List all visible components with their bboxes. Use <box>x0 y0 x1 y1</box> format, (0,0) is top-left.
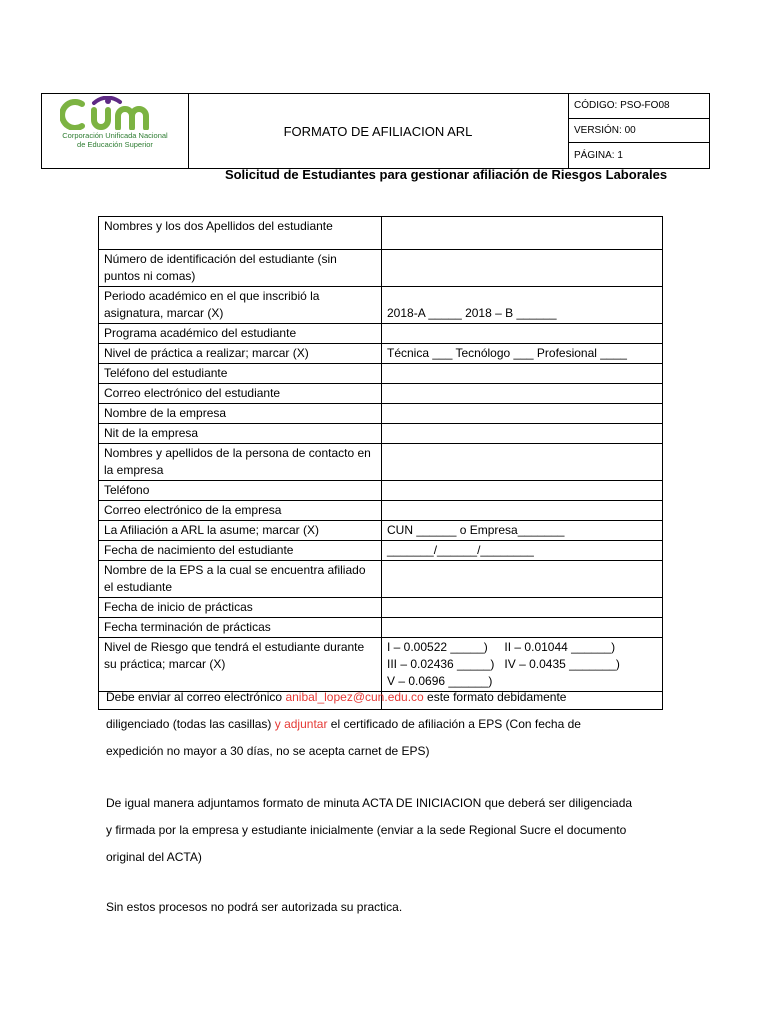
form-row <box>99 618 663 638</box>
form-row-value[interactable] <box>382 324 663 344</box>
pagina-field: PÁGINA: 1 <box>574 150 623 162</box>
form-row-label: Nombre de la EPS a la cual se encuentra afiliado el estudiante <box>99 561 382 598</box>
paragraph-1-line-2 <box>106 711 686 738</box>
form-row-value[interactable] <box>382 404 663 424</box>
form-row <box>99 521 663 541</box>
codigo-field: CÓDIGO: PSO-FO08 <box>569 94 710 119</box>
risk-level-option-line: III – 0.02436 _____) IV – 0.0435 _______) <box>387 657 620 671</box>
form-row <box>99 404 663 424</box>
form-row-value[interactable] <box>382 481 663 501</box>
logo-caption-line-2: de Educación Superior <box>77 140 153 149</box>
form-row-label: Correo electrónico de la empresa <box>99 501 382 521</box>
form-row-value[interactable] <box>382 384 663 404</box>
form-row <box>99 217 663 250</box>
form-row-label: Fecha terminación de prácticas <box>99 618 382 638</box>
form-row-value[interactable] <box>382 364 663 384</box>
text-segment: diligenciado (todas las casillas) <box>106 717 275 731</box>
form-row <box>99 561 663 598</box>
risk-level-option-line: V – 0.0696 ______) <box>387 674 493 688</box>
form-row-label: Nombres y apellidos de la persona de contacto en la empresa <box>99 444 382 481</box>
form-row-label: Nombres y los dos Apellidos del estudiante <box>99 217 382 250</box>
form-row-label: Fecha de nacimiento del estudiante <box>99 541 382 561</box>
form-row-label: Periodo académico en el que inscribió la asignatura, marcar (X) <box>99 287 382 324</box>
contact-email-link[interactable]: anibal_lopez@cun.edu.co <box>285 690 424 704</box>
form-row <box>99 444 663 481</box>
form-row-value[interactable]: Técnica ___ Tecnólogo ___ Profesional ____ <box>382 344 663 364</box>
version-field: VERSIÓN: 00 <box>569 119 710 144</box>
text-segment: Debe enviar al correo electrónico <box>106 690 286 704</box>
form-row-value[interactable] <box>382 501 663 521</box>
form-row-value[interactable] <box>382 444 663 481</box>
form-row <box>99 501 663 521</box>
paragraph-2-line-1: De igual manera adjuntamos formato de minuta ACTA DE INICIACION que deberá ser diligenciada <box>106 796 633 810</box>
instructions-paragraph-2 <box>106 790 686 871</box>
form-row-value[interactable] <box>382 598 663 618</box>
paragraph-2-line-3: original del ACTA) <box>106 850 202 864</box>
document-title: FORMATO DE AFILIACION ARL <box>188 94 569 168</box>
highlight-text: y adjuntar <box>274 717 328 731</box>
form-row <box>99 287 663 324</box>
form-row-value[interactable]: CUN ______ o Empresa_______ <box>382 521 663 541</box>
document-header <box>41 93 710 169</box>
form-row-value[interactable] <box>382 250 663 287</box>
paragraph-2-line-2: y firmada por la empresa y estudiante inicialmente (enviar a la sede Regional Sucre el documento <box>106 823 627 837</box>
form-row <box>99 424 663 444</box>
form-row-label: Programa académico del estudiante <box>99 324 382 344</box>
closing-note: Sin estos procesos no podrá ser autorizada su practica. <box>106 900 403 914</box>
form-row <box>99 324 663 344</box>
form-row-label: Correo electrónico del estudiante <box>99 384 382 404</box>
form-row-label: Nombre de la empresa <box>99 404 382 424</box>
form-row-value[interactable] <box>382 561 663 598</box>
text-segment: este formato debidamente <box>423 690 567 704</box>
logo-cell <box>42 94 189 168</box>
form-row-value[interactable] <box>382 217 663 250</box>
form-row <box>99 598 663 618</box>
form-row-value[interactable]: 2018-A _____ 2018 – B ______ <box>382 287 663 324</box>
logo-caption <box>50 131 180 149</box>
form-row-value[interactable]: _______/______/________ <box>382 541 663 561</box>
form-row <box>99 384 663 404</box>
risk-level-option-line: I – 0.00522 _____) II – 0.01044 ______) <box>387 640 616 654</box>
form-row-label: Teléfono del estudiante <box>99 364 382 384</box>
form-row-label: Teléfono <box>99 481 382 501</box>
logo-caption-line-1: Corporación Unificada Nacional <box>62 131 168 140</box>
form-row-label: Número de identificación del estudiante (sin puntos ni comas) <box>99 250 382 287</box>
form-row-label: Nit de la empresa <box>99 424 382 444</box>
affiliation-form-table <box>98 216 663 710</box>
document-meta <box>569 94 710 168</box>
text-segment: el certificado de afiliación a EPS (Con fecha de <box>327 717 581 731</box>
paragraph-1-line-1 <box>106 684 686 711</box>
instructions-paragraph-1 <box>106 684 686 765</box>
form-row-label: La Afiliación a ARL la asume; marcar (X) <box>99 521 382 541</box>
cun-logo <box>60 96 170 130</box>
document-subtitle: Solicitud de Estudiantes para gestionar afiliación de Riesgos Laborales <box>224 167 668 182</box>
form-row <box>99 344 663 364</box>
form-row-value[interactable] <box>382 618 663 638</box>
form-row <box>99 541 663 561</box>
form-row <box>99 364 663 384</box>
paragraph-1-line-3: expedición no mayor a 30 días, no se acepta carnet de EPS) <box>106 744 430 758</box>
form-row-label: Nivel de práctica a realizar; marcar (X) <box>99 344 382 364</box>
form-row-label: Nivel de Riesgo que tendrá el estudiante durante su práctica; marcar (X) <box>99 638 382 692</box>
form-row <box>99 481 663 501</box>
form-row-value[interactable] <box>382 424 663 444</box>
form-row-label: Fecha de inicio de prácticas <box>99 598 382 618</box>
form-row <box>99 250 663 287</box>
